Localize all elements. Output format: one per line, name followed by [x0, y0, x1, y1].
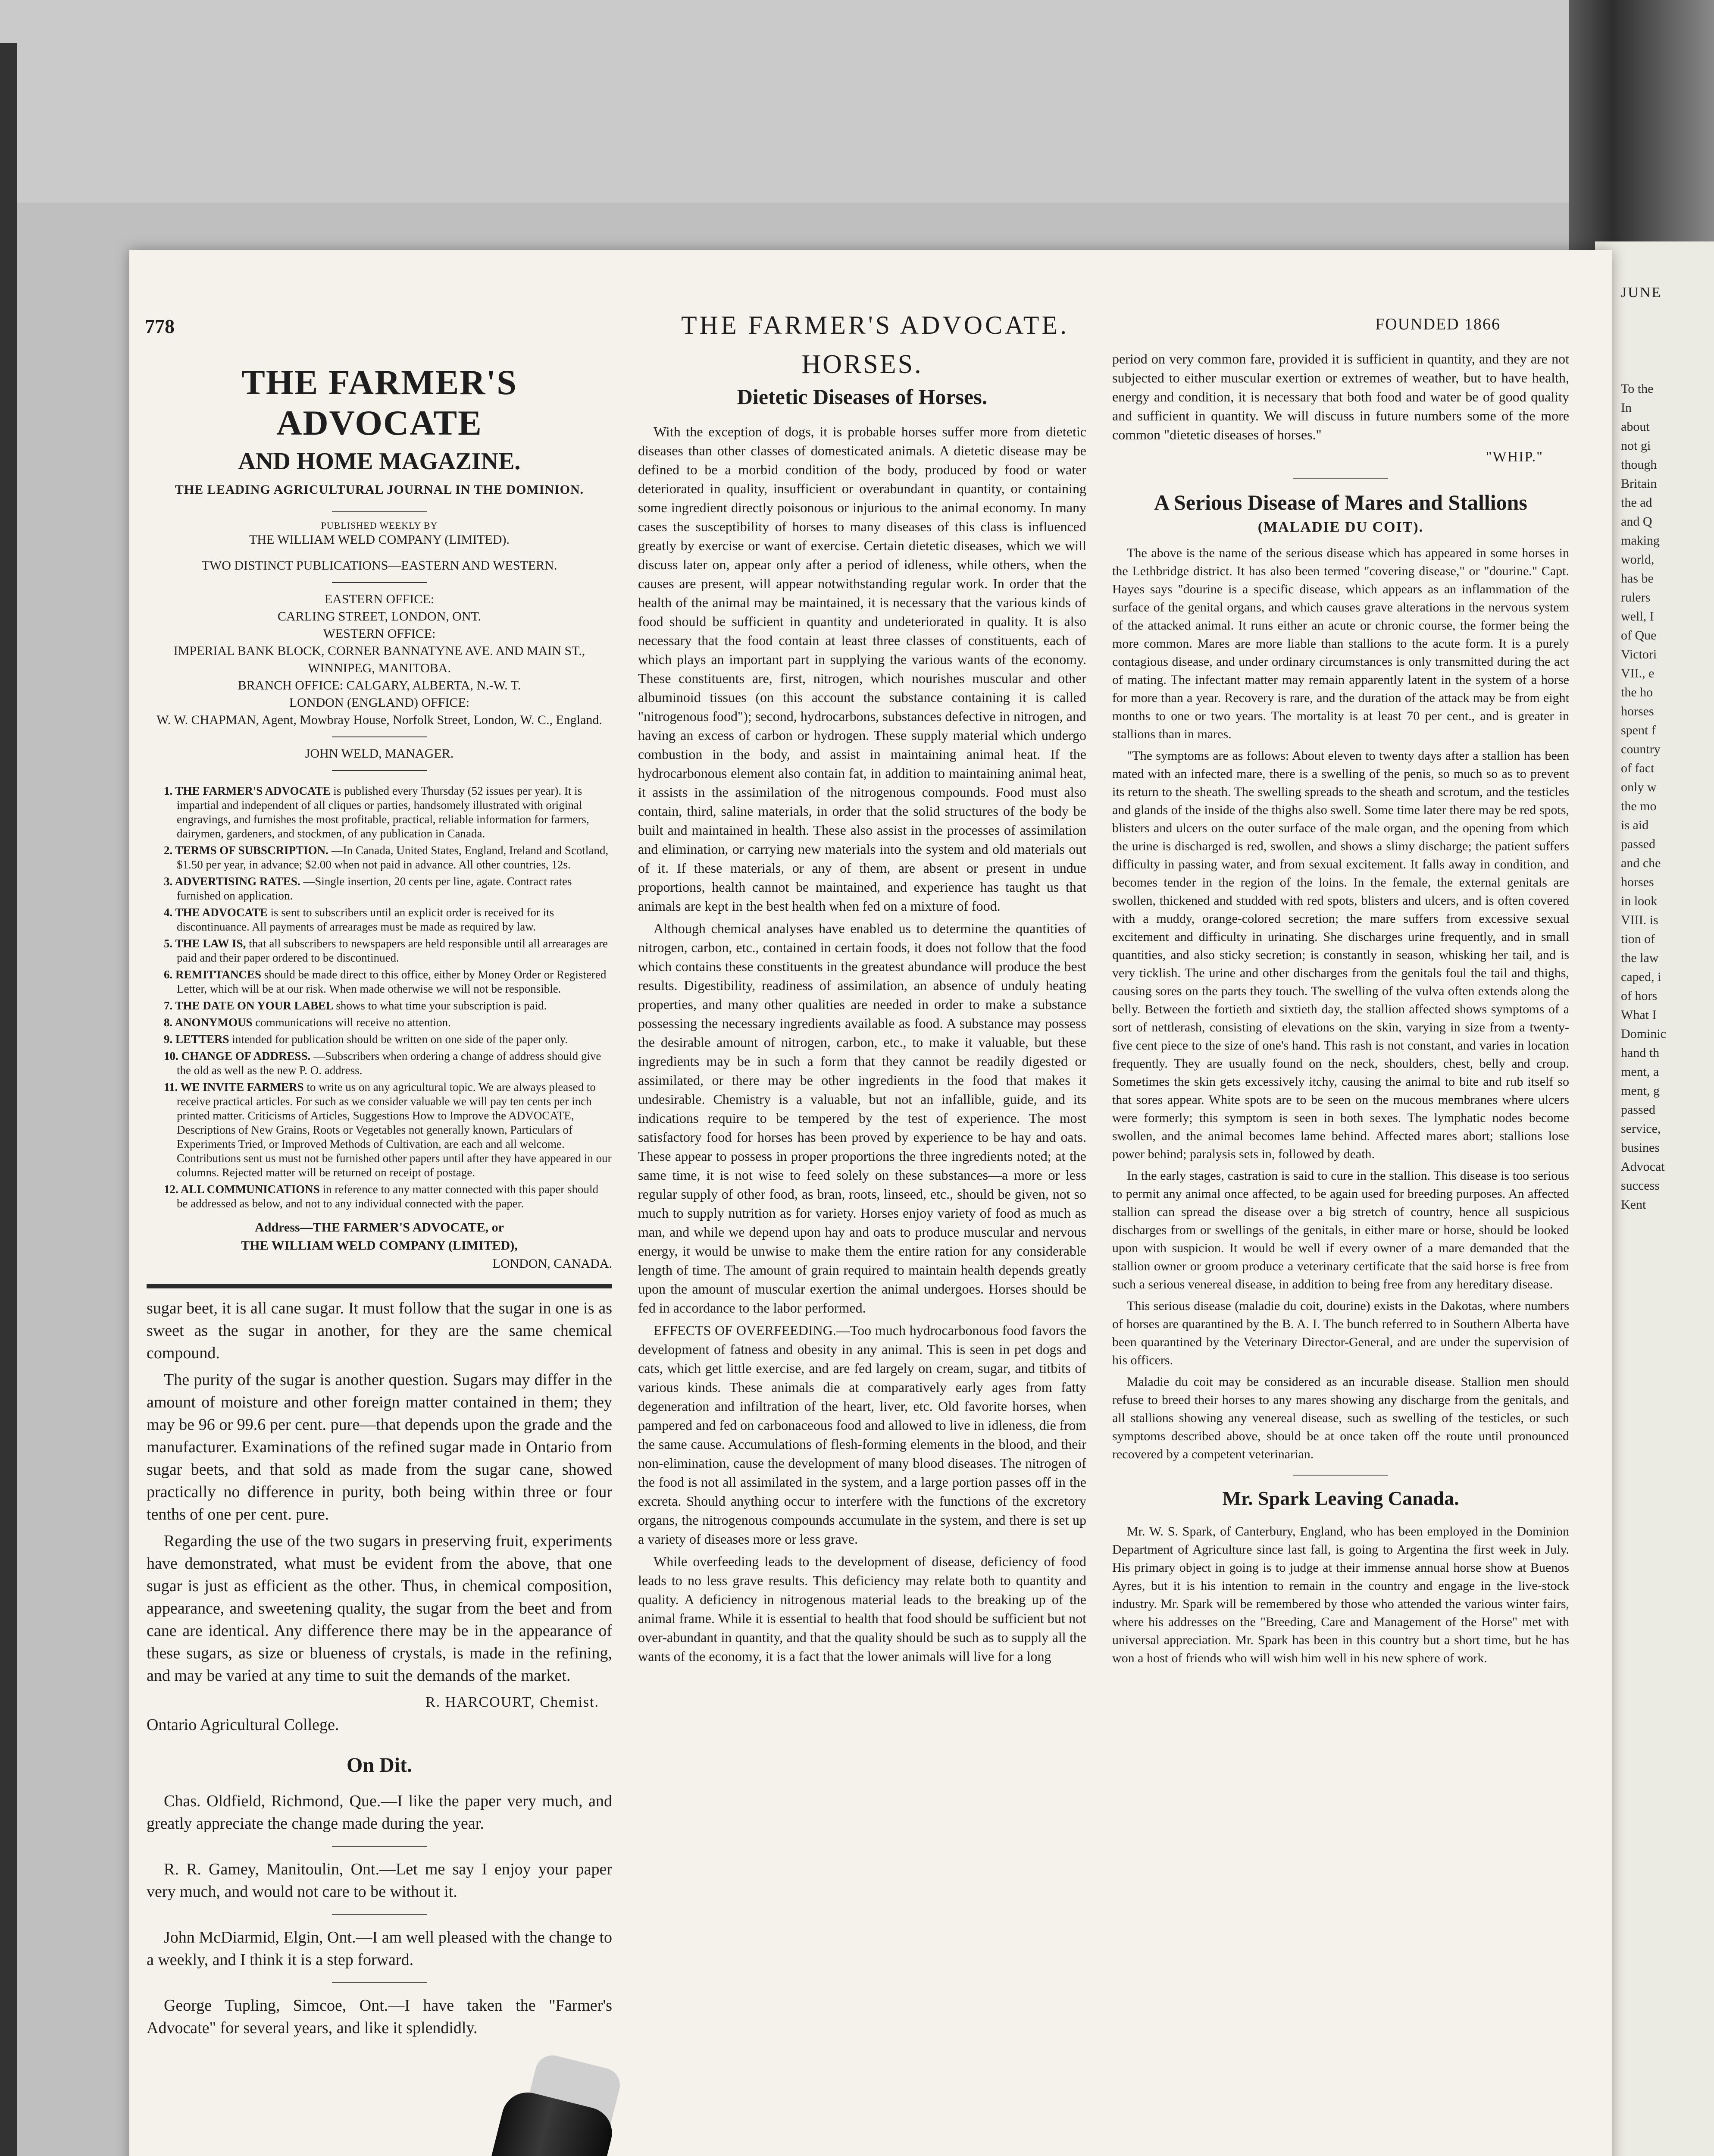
- sugar-article: [147, 1297, 612, 1736]
- fragment-line: in look: [1621, 894, 1658, 908]
- notice-item: [164, 874, 612, 903]
- fragment-line: world,: [1621, 552, 1655, 567]
- fragment-line: spent f: [1621, 723, 1656, 737]
- article-subtitle: (MALADIE DU COIT).: [1257, 519, 1424, 535]
- fragment-line: and Q: [1621, 514, 1652, 529]
- fragment-line: To the: [1621, 382, 1654, 396]
- fragment-line: and che: [1621, 856, 1661, 870]
- notice-text: is sent to subscribers until an explicit order is received for its discontinuance. All payments of arrearages must be made as required by law.: [177, 906, 554, 933]
- fragment-line: the mo: [1621, 799, 1657, 813]
- notice-heading: 6. REMITTANCES: [164, 968, 264, 981]
- divider: [332, 1846, 427, 1847]
- fragment-line: country: [1621, 742, 1661, 756]
- divider: [332, 736, 427, 737]
- fragment-line: making: [1621, 533, 1660, 548]
- fragment-line: caped, i: [1621, 970, 1661, 984]
- fragment-line: of fact: [1621, 761, 1655, 775]
- notice-item: [164, 784, 612, 841]
- notice-text: —Single insertion, 20 cents per line, agate. Contract rates furnished on application.: [177, 875, 572, 902]
- fragment-line: ment, a: [1621, 1065, 1659, 1079]
- fragment-line: passed: [1621, 1103, 1655, 1117]
- mares-article: [1112, 544, 1569, 1463]
- article-signature: R. HARCOURT, Chemist.: [425, 1694, 599, 1710]
- publisher-company: THE WILLIAM WELD COMPANY (LIMITED).: [249, 533, 510, 547]
- article-signature: "WHIP.": [1486, 449, 1543, 465]
- paragraph: With the exception of dogs, it is probable horses suffer more from dietetic diseases than other classes of domesticated animals. A dietetic disease may be defined to be a morbid condition of the body, produced by food or water deteriorated in quality, insufficient or overabundant in quantity, or containing some ingredient directly poisonous or injurious to the animal economy. In many cases the susceptibility of horses to many diseases of this class is influenced greatly by exercise or want of exercise. Certain dietetic diseases, which we will discuss later on, appear only after a period of idleness, while others, when the causes are present, will appear notwithstanding regular work. In order that the health of the animal may be maintained, it is necessary that the various kinds of food should be sufficient in quantity and undeteriorated in quality. It is also necessary that the food contain at least three classes of constituents, each of which plays an important part in supplying the various wants of the economy. These constituents are, first, nitrogen, which nourishes muscular and other albuminoid tissues (on this account the substance containing it is called "nitrogenous food"); second, hydrocarbons, substances defective in nitrogen, and having an excess of carbon or hydrogen. These supply material which undergo combustion in the body, and assist in maintaining animal heat. If the hydrocarbonous element also contain fat, in addition to maintaining animal heat, it assists in the assimilation of the nitrogenous compounds. Food must also contain, third, saline materials, in order that the solid structures of the body be built and maintained in health. These also assist in the processes of assimilation and elimination, or carrying new materials into the system and old materials out of it. If these materials, or any of them, are absent or present in undue proportions, health cannot be maintained, and experience has taught us that animals are kept in the best health when fed on a mixture of food.: [638, 424, 1086, 914]
- editions-line: TWO DISTINCT PUBLICATIONS—EASTERN AND WESTERN.: [201, 558, 557, 573]
- divider: [332, 511, 427, 512]
- divider: [332, 770, 427, 771]
- fragment-line: not gi: [1621, 439, 1651, 453]
- fragment-line: In: [1621, 401, 1632, 415]
- fragment-line: the ho: [1621, 685, 1653, 699]
- list-item: R. R. Gamey, Manitoulin, Ont.—Let me say I enjoy your paper very much, and would not care to be without it.: [147, 1860, 612, 1901]
- fragment-line: though: [1621, 458, 1657, 472]
- paragraph: Maladie du coit may be considered as an incurable disease. Stallion men should refuse to breed their horses to any mares showing any discharge from the genitals, and all stallions showing any venereal disease, such as swelling of the testicles, or such symptoms described above, should be at once taken off the route until pronounced recovered by a competent veterinarian.: [1112, 1375, 1569, 1461]
- scan-left-edge: [0, 43, 17, 2156]
- fragment-line: tion of: [1621, 932, 1655, 946]
- masthead-tagline: THE LEADING AGRICULTURAL JOURNAL IN THE DOMINION.: [175, 483, 584, 497]
- divider: [1293, 1475, 1388, 1476]
- list-item: John McDiarmid, Elgin, Ont.—I am well pleased with the change to a weekly, and I think it is a step forward.: [147, 1928, 612, 1969]
- western-office-address: IMPERIAL BANK BLOCK, CORNER BANNATYNE AVE. AND MAIN ST., WINNIPEG, MANITOBA.: [173, 644, 585, 675]
- fragment-line: VII., e: [1621, 666, 1655, 680]
- paragraph: The purity of the sugar is another question. Sugars may differ in the amount of moisture and other foreign matter contained in them; they may be 96 or 99.6 per cent. pure—that depends upon the grade and the manufacturer. Examinations of the refined sugar made in Ontario from sugar beets, and that sold as made from the sugar cane, showed practically no difference in purity, both being within three or four tenths of one per cent. pure.: [147, 1371, 612, 1523]
- column-left: [147, 349, 612, 2043]
- list-item: George Tupling, Simcoe, Ont.—I have taken the "Farmer's Advocate" for several years, and like it splendidly.: [147, 1996, 612, 2037]
- fragment-line: the ad: [1621, 495, 1652, 510]
- founded-label: FOUNDED 1866: [1375, 315, 1501, 333]
- notice-heading: 2. TERMS OF SUBSCRIPTION.: [164, 844, 332, 857]
- paragraph: Although chemical analyses have enabled us to determine the quantities of nitrogen, carbon, etc., contained in certain foods, it does not follow that the food which contains these constituents in the greatest abundance will produce the best results. Digestibility, readiness of assimilation, an absence of unduly heating properties, and many other qualities are needed in order to make a substance possessing the necessary ingredients available as food. A substance may possess the desirable amount of nitrogen, carbon, etc., to make it valuable, but these ingredients may be in such a form that they cannot be readily digested or assimilated, or there may be other ingredients in the food that makes it undesirable. Chemistry is a valuable, but not an infallible, guide, and its indications require to be tempered by the test of experience. The most satisfactory food for horses has been proved by experience to be hay and oats. These appear to possess in proper proportions the three ingredients noted; at the same time, it is not wise to feed solely on these substances—a more or less regular supply of other food, as bran, roots, linseed, etc., should be given, not so much to supply nutrition as for variety. Horses enjoy variety of food as much as man, and while we depend upon hay and oats to produce muscular and nervous energy, it would be unwise to make them the entire ration for any considerable length of time. The amount of grain required to maintain health depends greatly upon the amount of muscular exertion the animal undergoes. Horses should be fed in accordance to the labor performed.: [638, 921, 1086, 1316]
- thick-divider: [147, 1284, 612, 1288]
- on-dit-list: [147, 1790, 612, 2039]
- notice-item: [164, 1049, 612, 1078]
- column-right: [1112, 349, 1569, 1671]
- notice-text: that all subscribers to newspapers are held responsible until all arrearages are paid and their paper ordered to be discontinued.: [177, 937, 608, 964]
- fragment-line: VIII. is: [1621, 913, 1658, 927]
- notice-heading: 7. THE DATE ON YOUR LABEL: [164, 999, 336, 1012]
- fragment-line: horses: [1621, 704, 1654, 718]
- fragment-line: only w: [1621, 780, 1657, 794]
- divider: [332, 1982, 427, 1983]
- notice-text: intended for publication should be written on one side of the paper only.: [232, 1033, 568, 1046]
- notice-text: —In Canada, United States, England, Ireland and Scotland, $1.50 per year, in advance; $2.00 when not paid in advance. All other countries, 12s.: [177, 844, 609, 871]
- notice-item: [164, 937, 612, 965]
- london-office-label: LONDON (ENGLAND) OFFICE:: [289, 696, 470, 710]
- notice-heading: 11. WE INVITE FARMERS: [164, 1081, 307, 1094]
- facing-page-text: [1621, 379, 1711, 1214]
- divider: [332, 1914, 427, 1915]
- article-title: Dietetic Diseases of Horses.: [737, 385, 988, 409]
- notice-text: should be made direct to this office, either by Money Order or Registered Letter, which will be at our risk. When made otherwise we will not be responsible.: [177, 968, 607, 995]
- notice-item: [164, 968, 612, 996]
- column-middle: [638, 349, 1086, 1669]
- fragment-line: Dominic: [1621, 1027, 1666, 1041]
- article-title: Mr. Spark Leaving Canada.: [1222, 1487, 1459, 1509]
- notice-heading: 3. ADVERTISING RATES.: [164, 875, 303, 888]
- paragraph: The above is the name of the serious disease which has appeared in some horses in the Lethbridge district. It has also been termed "covering disease," or "dourine." Capt. Hayes says "dourine is a specific disease, which appears as an inflammation of the surface of the genital organs, and which causes grave alterations in the nervous system of the attacked animal. It runs either an acute or chronic course, the former being the more common. Mares are more liable than stallions to the acute form. It is a purely contagious disease, and under ordinary circumstances is only transmitted during the act of mating. The infectant matter may remain apparently latent in the system of a horse for more than a year. Recovery is rare, and the duration of the attack may be from eight months to one or two years. The mortality is at least 70 per cent., and is greater in stallions than in mares.: [1112, 546, 1569, 741]
- masthead-name: THE FARMER'S ADVOCATE: [241, 363, 517, 442]
- paragraph: "The symptoms are as follows: About eleven to twenty days after a stallion has been mated with an infected mare, there is a swelling of the penis, so much so as to prevent its return to the sheath. The swelling spreads to the sheath and scrotum, and the testicles and glands of the inside of the thighs also swell. Some time later there may be red spots, blisters and ulcers on the outer surface of the male organ, and the opening from which the urine is discharged is red, swollen, and shows a slimy discharge; the patient suffers difficulty in passing water, and from sexual excitement. It falls away in condition, and becomes tender in the region of the loins. In the female, the external genitals are swollen, thickened and studded with red spots, blisters and ulcers, and is often covered with a muddy, orange-colored secretion; the mare suffers from excessive sexual excitement and difficulty in urinating. She discharges urine frequently, and in small quantities, and also sticky secretion; is constantly in season, whisking her tail, and is very ticklish. The urine and other discharges from the genitals foul the tail and thighs, causing sores on the parts they touch. The swelling of the vulva often extends along the belly. Between the fortieth and sixtieth day, the stallion affected shows symptoms of a sort of nettlerash, consisting of elevations on the skin, varying in size from a twenty-five cent piece to the size of one's hand. This rash is not constant, and varies in location frequently. They are usually found on the neck, shoulders, chest, belly and croup. Sometimes the skin gets excessively itchy, causing the animal to bite and rub itself so that sores appear. White spots are to be seen on the mucous membranes where ulcers were formerly; this symptom is seen in both sexes. The lymphatic nodes become swollen, and the animal becomes lame behind. Affected mares abort; stallions lose power behind; paralysis sets in, followed by death.: [1112, 749, 1569, 1161]
- london-office-address: W. W. CHAPMAN, Agent, Mowbray House, Norfolk Street, London, W. C., England.: [156, 713, 602, 727]
- notice-text: to write us on any agricultural topic. We are always pleased to receive practical articles. For such as we consider valuable we will pay ten cents per inch printed matter. Criticisms of Articles, Suggestions How to Improve the ADVOCATE, Descriptions of New Grains, Roots or Vegetables not generally known, Particulars of Experiments Tried, or Improved Methods of Cultivation, are each and all welcome. Contributions sent us must not be furnished other papers until after they have appeared in our columns. Rejected matter will be returned on receipt of postage.: [177, 1081, 612, 1179]
- paragraph: Regarding the use of the two sugars in preserving fruit, experiments have demonstrated, what must be evident from the above, that one sugar is just as efficient as the other. Thus, in chemical composition, appearance, and sweetening quality, the sugar from the beet and from cane are identical. Any difference there may be in the appearance of these sugars, as size or blueness of crystals, is made in the refining, and may be varied at any time to suit the demands of the market.: [147, 1532, 612, 1685]
- fragment-line: of Que: [1621, 628, 1657, 642]
- article-affiliation: Ontario Agricultural College.: [147, 1716, 339, 1734]
- notice-text: shows to what time your subscription is paid.: [336, 999, 547, 1012]
- spark-article: [1112, 1523, 1569, 1667]
- fragment-line: rulers: [1621, 590, 1651, 605]
- paragraph: period on very common fare, provided it is sufficient in quantity, and they are not subjected to either muscular exertion or extremes of weather, but to have health, energy and condition, it is necessary that both food and water be of good quality and sufficient in quantity. We will discuss in future numbers some of the more common "dietetic diseases of horses.": [1112, 351, 1569, 442]
- fragment-line: the law: [1621, 951, 1659, 965]
- fragment-line: horses: [1621, 875, 1654, 889]
- fragment-line: hand th: [1621, 1046, 1660, 1060]
- page-number: 778: [145, 315, 175, 337]
- address-line-2: THE WILLIAM WELD COMPANY (LIMITED),: [241, 1238, 518, 1253]
- fragment-line: about: [1621, 420, 1650, 434]
- on-dit-heading: On Dit.: [346, 1754, 412, 1777]
- eastern-office-address: CARLING STREET, LONDON, ONT.: [277, 609, 482, 624]
- notice-heading: 5. THE LAW IS,: [164, 937, 249, 950]
- notice-text: communications will receive no attention.: [255, 1016, 451, 1029]
- notice-text: in reference to any matter connected with this paper should be addressed as below, and not to any individual connected with the paper.: [177, 1183, 599, 1210]
- notice-item: [164, 843, 612, 872]
- paragraph: sugar beet, it is all cane sugar. It must follow that the sugar in one is as sweet as the sugar in another, for they are the same chemical compound.: [147, 1299, 612, 1362]
- dietetic-article-continued: [1112, 349, 1569, 467]
- notice-item: [164, 1015, 612, 1030]
- fragment-line: of hors: [1621, 989, 1658, 1003]
- eastern-office-label: EASTERN OFFICE:: [324, 592, 435, 606]
- paragraph: EFFECTS OF OVERFEEDING.—Too much hydrocarbonous food favors the development of fatness and obesity in any animal. This is seen in pet dogs and cats, which get little exercise, and are fed largely on cream, sugar, and titbits of various kinds. These animals die at comparatively early ages from fatty degeneration and infiltration of the heart, liver, etc. Old favorite horses, when pampered and fed on carbonaceous food and allowed to live in idleness, die from the same cause. Accumulations of flesh-forming elements in the blood, and their non-elimination, cause the development of many blood diseases. The nitrogen of the food is not all assimilated in the system, and a large portion passes off in the excreta. Should anything occur to interfere with the functions of the excretory organs, the nitrogenous compounds accumulate in the system, and there is set up a variety of diseases more or less grave.: [638, 1322, 1086, 1547]
- paragraph: This serious disease (maladie du coit, dourine) exists in the Dakotas, where numbers of horses are quarantined by the B. A. I. The bunch referred to in Southern Alberta have been quarantined by the Veterinary Director-General, and are under the supervision of his officers.: [1112, 1299, 1569, 1367]
- fragment-line: passed: [1621, 837, 1655, 851]
- fragment-line: Kent: [1621, 1197, 1646, 1212]
- paragraph: In the early stages, castration is said to cure in the stallion. This disease is too serious to permit any animal once affected, to be again used for breeding purposes. An affected stallion can spread the disease over a big stretch of country, hence all suspicious discharges from or swellings of the genitals, in either mare or horse, should be looked upon with suspicion. It would be well if every owner of a mare demanded that the stallion owner or groom produce a veterinary certificate that the said horse is free from such a serious venereal disease, in addition to being free from any hereditary disease.: [1112, 1169, 1569, 1291]
- fragment-line: Advocat: [1621, 1159, 1665, 1174]
- divider: [332, 582, 427, 583]
- fragment-line: has be: [1621, 571, 1654, 586]
- notice-item: [164, 1182, 612, 1211]
- facing-page-fragment: [1595, 241, 1714, 2156]
- notice-item: [164, 1080, 612, 1180]
- paragraph: While overfeeding leads to the development of disease, deficiency of food leads to no less grave results. This deficiency may relate both to quantity and quality. A deficiency in nitrogenous material leads to the breaking up of the animal frame. While it is essential to health that food should be sufficient but not over-abundant in quantity, and that the quality should be such as to supply all the wants of the economy, it is a fact that the lower animals will live for a long: [638, 1554, 1086, 1664]
- notice-item: [164, 906, 612, 934]
- article-title: A Serious Disease of Mares and Stallions: [1154, 490, 1527, 514]
- masthead-subname: AND HOME MAGAZINE.: [238, 448, 521, 475]
- notice-text: is published every Thursday (52 issues per year). It is impartial and independent of all cliques or parties, handsomely illustrated with original engravings, and furnishes the most profitable, practical, reliable information for farmers, dairymen, gardeners, and stockmen, of any publication in Canada.: [177, 784, 589, 840]
- notice-item: [164, 999, 612, 1013]
- address-line-3: LONDON, CANADA.: [492, 1257, 612, 1271]
- list-item: Chas. Oldfield, Richmond, Que.—I like the paper very much, and greatly appreciate the change made during the year.: [147, 1792, 612, 1833]
- fragment-line: Victori: [1621, 647, 1657, 661]
- newspaper-page: [129, 250, 1612, 2156]
- divider: [1293, 478, 1388, 479]
- manager-line: JOHN WELD, MANAGER.: [305, 746, 454, 761]
- scan-background-top: [0, 0, 1714, 203]
- fragment-line: What I: [1621, 1008, 1657, 1022]
- fragment-line: success: [1621, 1178, 1660, 1193]
- fragment-line: busines: [1621, 1141, 1660, 1155]
- western-office-label: WESTERN OFFICE:: [323, 627, 436, 641]
- branch-office: BRANCH OFFICE: CALGARY, ALBERTA, N.-W. T.: [238, 678, 521, 693]
- notice-heading: 4. THE ADVOCATE: [164, 906, 271, 919]
- fragment-line: Britain: [1621, 476, 1657, 491]
- fragment-line: service,: [1621, 1122, 1661, 1136]
- facing-page-head: JUNE: [1621, 285, 1662, 301]
- address-line-1: Address—THE FARMER'S ADVOCATE, or: [255, 1220, 504, 1235]
- notice-heading: 8. ANONYMOUS: [164, 1016, 256, 1029]
- fragment-line: well, I: [1621, 609, 1654, 624]
- address-block: [147, 1219, 612, 1273]
- notice-text: —Subscribers when ordering a change of address should give the old as well as the new P. O. address.: [177, 1050, 601, 1077]
- dietetic-article: [638, 422, 1086, 1666]
- notice-heading: 12. ALL COMMUNICATIONS: [164, 1183, 323, 1196]
- notice-heading: 1. THE FARMER'S ADVOCATE: [164, 784, 334, 797]
- published-by: PUBLISHED WEEKLY BY: [321, 520, 438, 531]
- notice-item: [164, 1032, 612, 1047]
- running-title: THE FARMER'S ADVOCATE.: [681, 311, 1070, 339]
- section-title: HORSES.: [801, 350, 923, 379]
- notice-heading: 9. LETTERS: [164, 1033, 232, 1046]
- notice-heading: 10. CHANGE OF ADDRESS.: [164, 1050, 314, 1062]
- fragment-line: ment, g: [1621, 1084, 1660, 1098]
- paragraph: Mr. W. S. Spark, of Canterbury, England, who has been employed in the Dominion Department of Agriculture since last fall, is going to Argentina the first week in July. His primary object in going is to judge at their immense annual horse show at Buenos Ayres, but it is his intention to remain in the country and engage in the live-stock industry. Mr. Spark will be remembered by those who attended the various winter fairs, where his addresses on the "Breeding, Care and Management of the Horse" met with universal appreciation. Mr. Spark has been in this country but a short time, but he has won a host of friends who will wish him well in his new sphere of work.: [1112, 1524, 1569, 1665]
- fragment-line: is aid: [1621, 818, 1649, 832]
- publication-notices: [164, 784, 612, 1211]
